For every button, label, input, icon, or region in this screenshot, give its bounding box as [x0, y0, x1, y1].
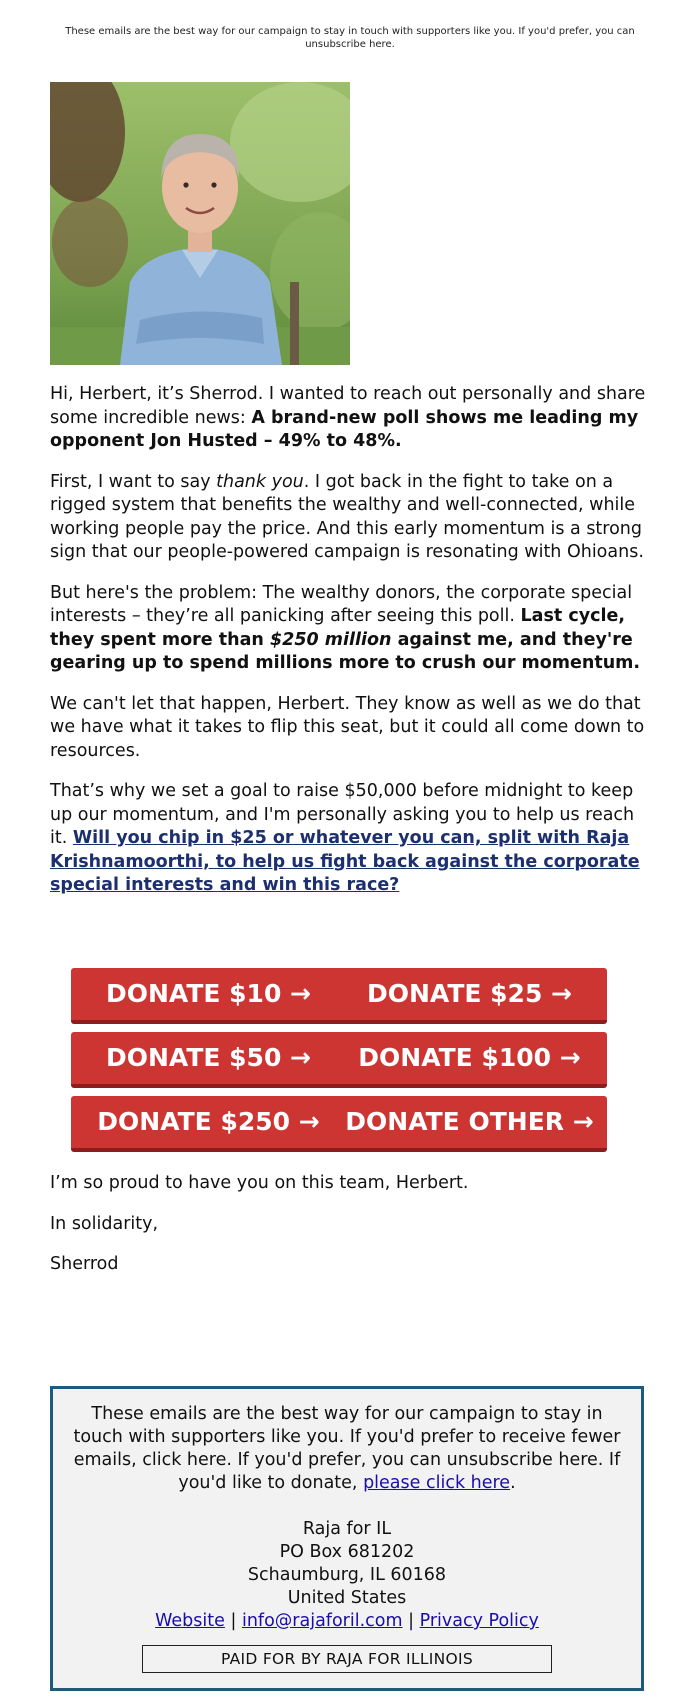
signature: Sherrod — [50, 1254, 119, 1274]
preheader-text: These emails are the best way for our campaign to stay in touch with supporters like you. If you'd prefer, you can unsubscribe here. — [65, 26, 635, 50]
footer-address — [65, 1518, 629, 1633]
thanks-text-a: First, I want to say — [50, 471, 217, 492]
paragraph-thanks — [50, 471, 652, 565]
paragraph-resources: We can't let that happen, Herbert. They know as well as we do that we have what it takes to flip this seat, but it could all come down to resources. — [50, 693, 645, 761]
country-line: United States — [287, 1588, 407, 1608]
website-link[interactable]: Website — [155, 1611, 225, 1631]
city-line: Schaumburg, IL 60168 — [247, 1565, 447, 1585]
problem-text: But here's the problem: The wealthy donors, the corporate special interests – they’re all panicking after seeing this poll. — [50, 582, 633, 626]
link-separator: | — [230, 1611, 237, 1631]
closing-block — [50, 1172, 650, 1294]
sign-off: In solidarity, — [50, 1213, 159, 1234]
thanks-emphasis: thank you — [216, 471, 304, 492]
footer-period: . — [510, 1473, 516, 1493]
chip-in-link[interactable]: Will you chip in $25 or whatever you can, split with Raja Krishnamoorthi, to help us fight back against the corporate special interests and win this race? — [50, 828, 640, 895]
spending-amount: $250 million — [269, 629, 392, 650]
footer-box — [50, 1386, 644, 1691]
footer-notice-text: These emails are the best way for our campaign to stay in touch with supporters like you. If you'd prefer to receive fewer emails, click here. If you'd prefer, you can unsubscribe here. If you'd like to donate, — [73, 1404, 621, 1493]
footer-notice — [65, 1403, 629, 1495]
greeting-text: Hi, Herbert, it’s Sherrod. I wanted to reach out personally and share some incredible news: — [50, 384, 646, 428]
problem-bold-a: Last cycle, they spent more than — [50, 606, 625, 650]
thanks-text-b: . I got back in the fight to take on a rigged system that benefits the wealthy and well-connected, while working people pay the price. And this early momentum is a strong sign that our people-powered campaign is resonating with Ohioans. — [50, 471, 644, 562]
paragraph-ask — [50, 780, 652, 898]
donate-other-button[interactable]: DONATE OTHER → — [332, 1096, 607, 1152]
email-body — [50, 383, 652, 915]
paid-for-disclaimer: PAID FOR BY RAJA FOR ILLINOIS — [142, 1645, 552, 1673]
org-name: Raja for IL — [302, 1519, 392, 1539]
privacy-policy-link[interactable]: Privacy Policy — [419, 1611, 539, 1631]
candidate-photo-icon — [50, 82, 350, 365]
ask-text: That’s why we set a goal to raise $50,000 before midnight to keep up our momentum, and I'm personally asking you to help us reach it. — [50, 781, 635, 848]
link-separator: | — [408, 1611, 415, 1631]
po-box: PO Box 681202 — [279, 1542, 415, 1562]
footer-donate-link[interactable]: please click here — [363, 1473, 511, 1493]
closing-line: I’m so proud to have you on this team, Herbert. — [50, 1173, 469, 1193]
donate-50-button[interactable]: DONATE $50 → — [71, 1032, 346, 1088]
email-link[interactable]: info@rajaforil.com — [241, 1611, 403, 1631]
donate-250-button[interactable]: DONATE $250 → — [71, 1096, 346, 1152]
poll-headline: A brand-new poll shows me leading my opponent Jon Husted – 49% to 48%. — [50, 407, 639, 451]
donate-100-button[interactable]: DONATE $100 → — [332, 1032, 607, 1088]
problem-bold-b: against me, and they're gearing up to spend millions more to crush our momentum. — [50, 629, 641, 673]
donate-25-button[interactable]: DONATE $25 → — [332, 968, 607, 1024]
paragraph-problem — [50, 582, 652, 676]
paragraph-greeting — [50, 383, 652, 454]
donate-10-button[interactable]: DONATE $10 → — [71, 968, 346, 1024]
footer-links — [65, 1610, 629, 1633]
